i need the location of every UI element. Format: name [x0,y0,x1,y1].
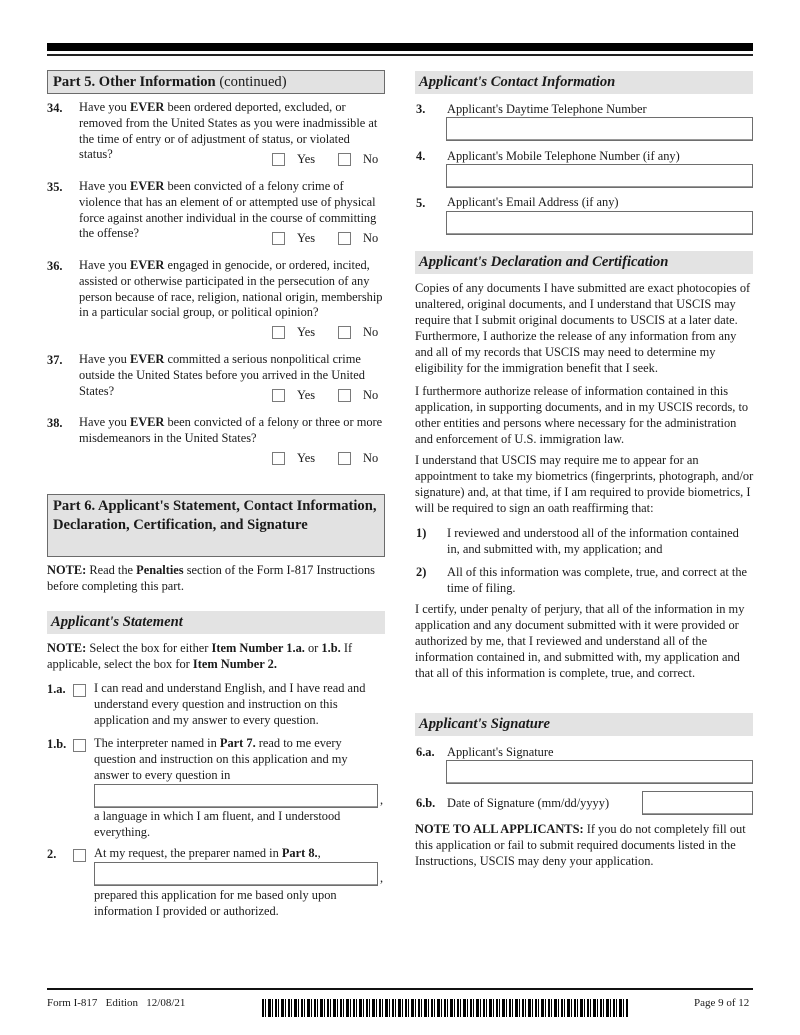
email-input[interactable] [446,211,753,235]
note-label: NOTE TO ALL APPLICANTS: [415,822,584,836]
daytime-phone-input[interactable] [446,117,753,141]
question-number: 37. [47,353,63,367]
form-edition: Form I-817 Edition 12/08/21 [47,997,186,1009]
q38-yes-label: Yes [297,451,316,465]
comma: , [380,793,384,807]
note-label: NOTE: [47,641,87,655]
part6-note [47,563,377,595]
question-text-post: engaged in genocide, or ordered, incited, assisted or otherwise participated in the persecution of any person because of race, religion, national origin, membership in a particular social group, or political opinion? [79,258,383,320]
q35-yes-checkbox[interactable] [272,232,285,245]
q36-no-label: No [363,325,379,339]
question-number: 38. [47,416,63,430]
part6-header [47,494,385,557]
note-bold: 1.b. [321,641,341,655]
item-text: , [317,846,321,860]
item-2-text [94,846,384,862]
declaration-paragraph-3: I understand that USCIS may require me to appear for an appointment to take my biometrics (fingerprints, photograph, and/or signature) and, at that time, if I am required to provide biometrics, I will be required to sign an oath reaffirming that: [415,453,754,515]
date-of-signature-label: Date of Signature (mm/dd/yyyy) [447,796,610,810]
q37-yes-label: Yes [297,388,316,402]
item-1b-number: 1.b. [47,737,67,751]
item-bold: Part 8. [281,846,318,860]
q35-yes-label: Yes [297,231,316,245]
daytime-phone-label: Applicant's Daytime Telephone Number [447,102,647,116]
comma: , [380,871,384,885]
date-of-signature-input[interactable] [642,791,753,815]
question-text [79,258,391,321]
signature-label: Applicant's Signature [447,745,554,759]
note-bold: Penalties [136,563,184,577]
applicant-statement-heading: Applicant's Statement [47,611,385,634]
q34-yes-checkbox[interactable] [272,153,285,166]
part5-title: Part 5. Other Information [53,74,216,90]
q35-no-label: No [363,231,379,245]
q36-no-checkbox[interactable] [338,326,351,339]
q37-no-label: No [363,388,379,402]
declaration-paragraph-2: I furthermore authorize release of information contained in this application, in supporting documents, and in my USCIS records, to other entities and persons where necessary for the administration and enforcement of U.S. immigration law. [415,384,749,446]
part6-title: Part 6. Applicant's Statement, Contact Information, Declaration, Certification, and Signature [53,498,377,533]
item-text: The interpreter named in [94,736,220,750]
item-1a-text: I can read and understand English, and I have read and understand every question and instruction on this application and my answer to every question. [94,681,366,727]
question-number: 36. [47,259,63,273]
question-text-pre: Have you [79,352,130,366]
oath-1-number: 1) [416,526,427,540]
item-1b-after-text: a language in which I am fluent, and I understood everything. [94,809,341,839]
q34-no-label: No [363,152,379,166]
question-emphasis: EVER [129,179,165,193]
question-number: 34. [47,101,63,115]
q38-no-checkbox[interactable] [338,452,351,465]
note-text: If you do not completely fill out this application or fail to submit required documents listed in the Instructions, USCIS may deny your application. [415,822,746,868]
note-label: NOTE: [47,563,87,577]
q37-yes-checkbox[interactable] [272,389,285,402]
declaration-paragraph-1: Copies of any documents I have submitted are exact photocopies of unaltered, original documents, and I understand that USCIS may require that I submit original documents to USCIS at a later date. Furthermore, I authorize the release of any information from any and all of my records that USCIS may need to determine my eligibility for the immigration benefit that I seek. [415,281,751,375]
statement-note [47,641,387,673]
email-label: Applicant's Email Address (if any) [447,195,619,209]
item-2-after-text: prepared this application for me based only upon information I provided or authorized. [94,888,337,918]
preparer-name-input[interactable] [94,862,378,886]
question-text-pre: Have you [79,100,130,114]
question-text-pre: Have you [79,415,130,429]
mobile-phone-label: Applicant's Mobile Telephone Number (if any) [447,149,680,163]
q35-no-checkbox[interactable] [338,232,351,245]
question-emphasis: EVER [129,415,165,429]
note-text: section of the Form I-817 Instructions before completing this part. [47,563,375,593]
item-1a-number: 1.a. [47,682,66,696]
signature-input[interactable] [446,760,753,784]
part5-header [47,70,385,94]
oath-2-text: All of this information was complete, true, and correct at the time of filing. [447,565,748,595]
note-text: or [304,641,322,655]
q34-no-checkbox[interactable] [338,153,351,166]
question-emphasis: EVER [129,258,165,272]
declaration-heading: Applicant's Declaration and Certification [415,251,753,274]
field-5-number: 5. [416,196,426,210]
final-note [415,822,757,870]
question-emphasis: EVER [129,100,165,114]
question-34 [47,100,385,170]
note-text: Select the box for either [86,641,212,655]
question-text-post: committed a serious nonpolitical crime outside the United States before you arrived in the United States? [79,352,365,398]
question-text [79,415,385,447]
oath-2-number: 2) [416,565,427,579]
note-text: Read the [86,563,137,577]
question-text-post: been ordered deported, excluded, or removed from the United States as you were inadmissible at the time of entry or of adjustment of status, or violated status? [79,100,378,162]
certification-paragraph: I certify, under penalty of perjury, that all of the information in my application and any document submitted with it were provided or authorized by me, that I reviewed and understand all of the information contained in, and submitted with, my application and that all of this information is complete, true, and correct. [415,602,745,680]
item-2-checkbox[interactable] [73,849,86,862]
question-text-pre: Have you [79,179,130,193]
q38-no-label: No [363,451,379,465]
question-35 [47,179,385,249]
field-6b-number: 6.b. [416,796,436,810]
mobile-phone-input[interactable] [446,164,753,188]
q38-yes-checkbox[interactable] [272,452,285,465]
barcode-icon [262,999,628,1017]
question-text-post: been convicted of a felony crime of violence that has an element of or attempted use of physical force against another individual in the course of committing the offense? [79,179,377,241]
footer-rule [47,988,753,990]
interpreter-language-input[interactable] [94,784,378,808]
contact-info-heading: Applicant's Contact Information [415,71,753,94]
item-1b-text [94,736,384,784]
q34-yes-label: Yes [297,152,316,166]
field-3-number: 3. [416,102,426,116]
question-number: 35. [47,180,63,194]
note-bold: Item Number 2. [192,656,277,671]
part5-suffix: (continued) [215,74,287,90]
question-emphasis: EVER [129,352,165,366]
header-thin-rule [47,54,753,56]
field-4-number: 4. [416,149,426,163]
q36-yes-label: Yes [297,325,316,339]
item-bold: Part 7. [219,736,256,750]
question-text-pre: Have you [79,258,130,272]
q36-yes-checkbox[interactable] [272,326,285,339]
item-1a-checkbox[interactable] [73,684,86,697]
question-text-post: been convicted of a felony or three or more misdemeanors in the United States? [79,415,383,445]
question-37 [47,352,385,402]
item-text: At my request, the preparer named in [94,846,282,860]
signature-heading: Applicant's Signature [415,713,753,736]
field-6a-number: 6.a. [416,745,435,759]
question-38 [47,415,385,455]
q37-no-checkbox[interactable] [338,389,351,402]
oath-1-text: I reviewed and understood all of the information contained in, and submitted with, my application; and [447,526,739,556]
item-1b-checkbox[interactable] [73,739,86,752]
page-number: Page 9 of 12 [694,997,750,1009]
note-bold: Item Number 1.a. [211,641,305,655]
note-text: If applicable, select the box for [47,641,353,671]
item-2-number: 2. [47,847,57,861]
item-text: read to me every question and instruction on this application and my answer to every question in [94,736,348,782]
header-thick-rule [47,43,753,51]
